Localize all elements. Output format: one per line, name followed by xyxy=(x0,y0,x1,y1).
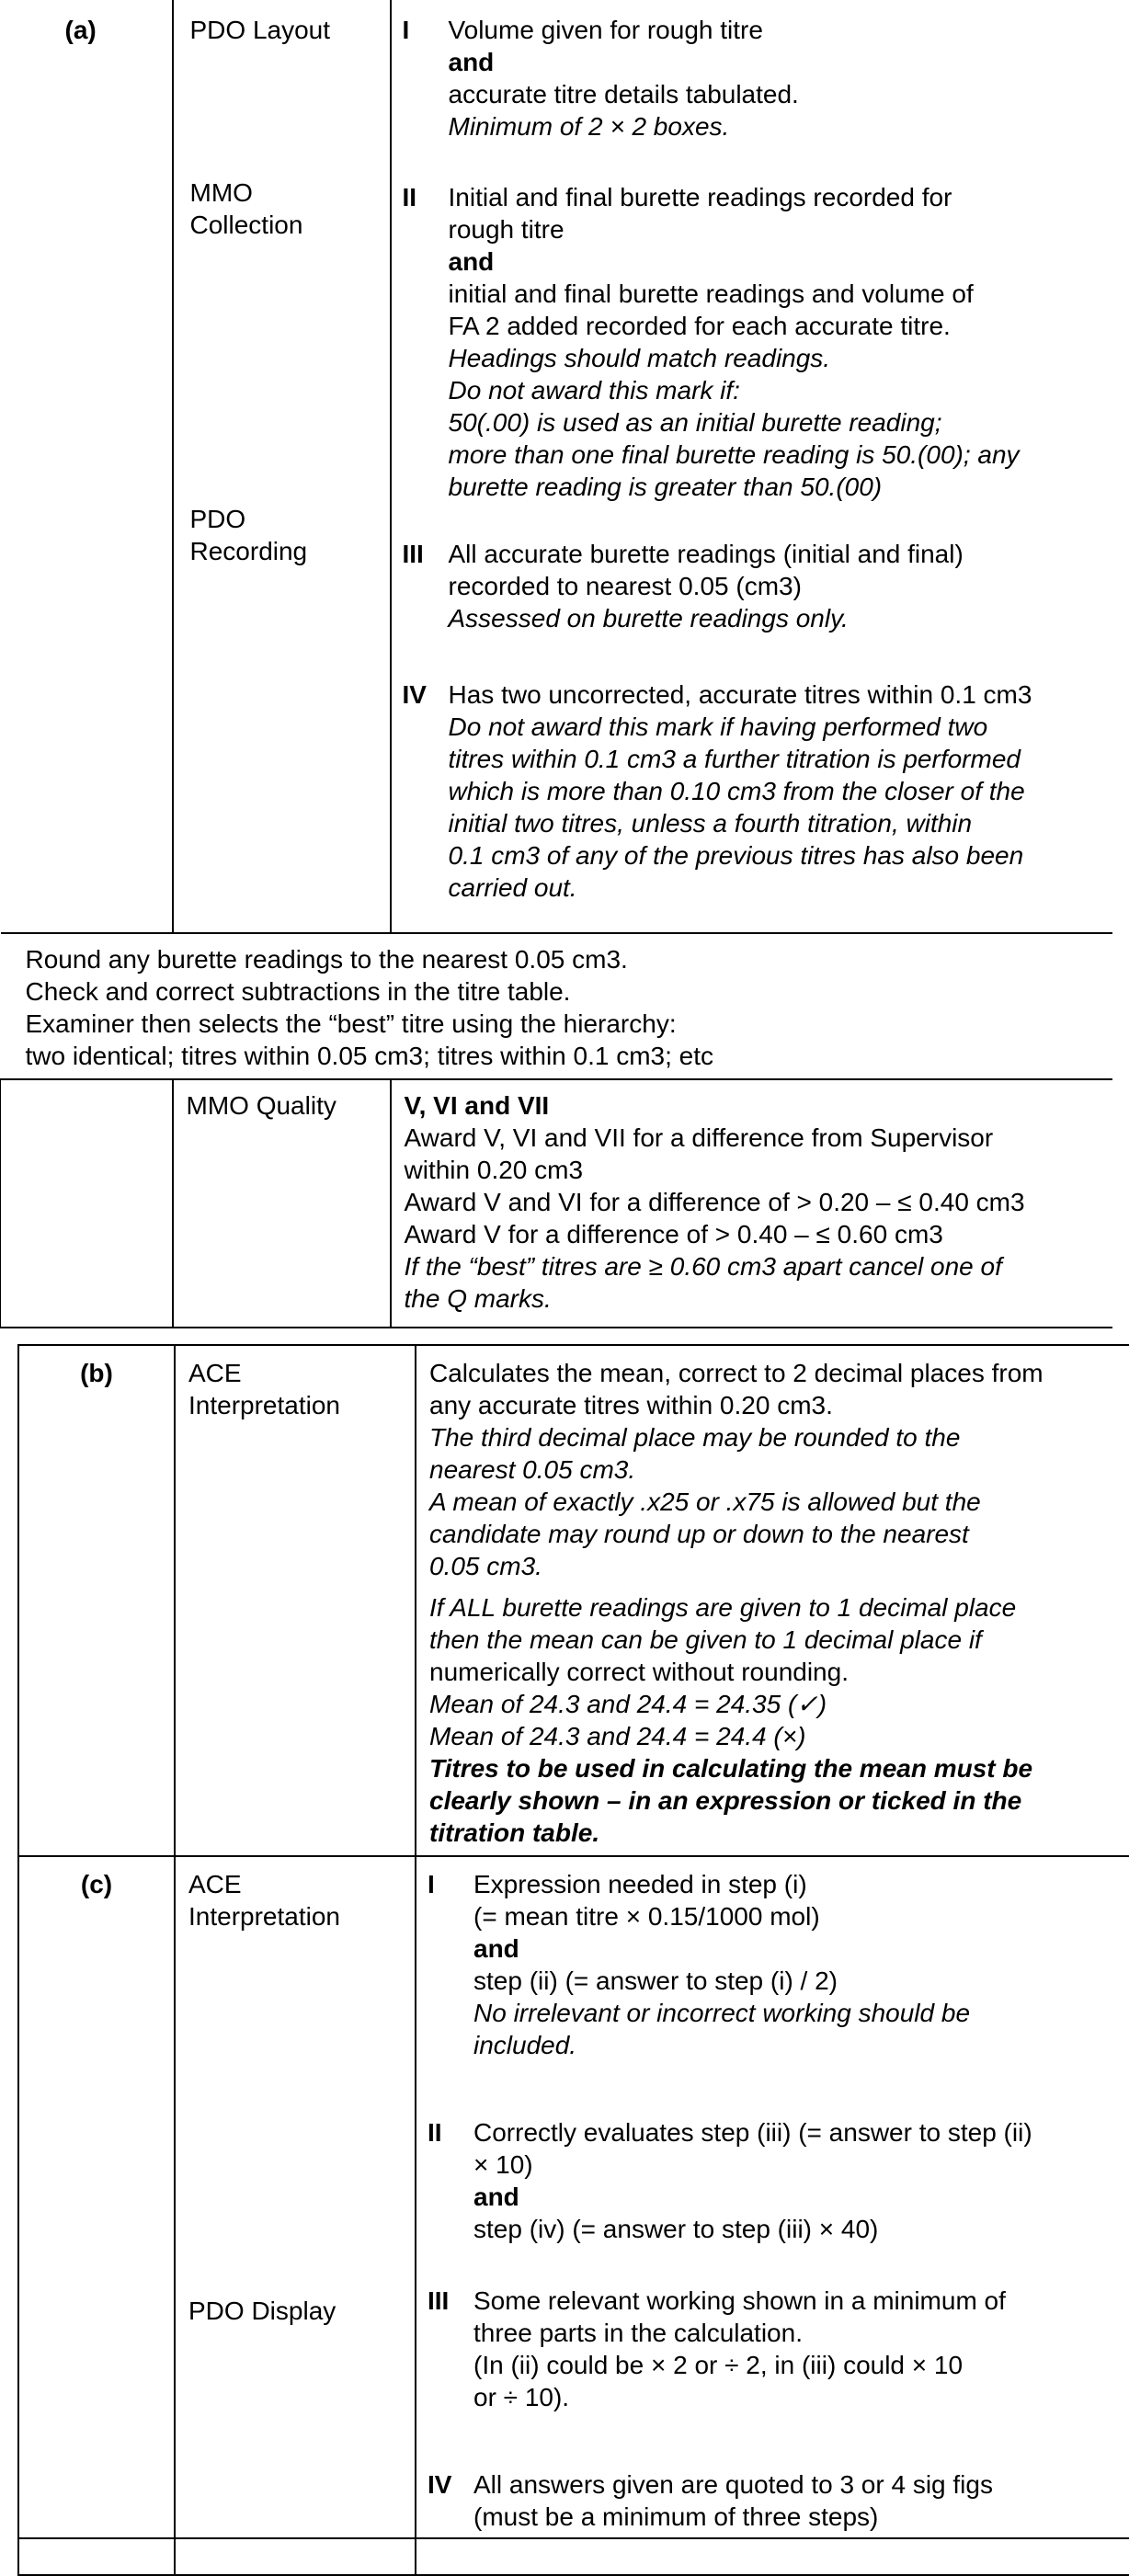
strand-pdo-layout: PDO Layout xyxy=(189,16,331,44)
mark-text: rough titre xyxy=(448,215,564,244)
note-line: two identical; titres within 0.05 cm3; titres within 0.1 cm3; etc xyxy=(25,1042,714,1070)
mark-text: step (iv) (= answer to step (iii) × 40) xyxy=(473,2215,879,2243)
note-line: Round any burette readings to the nearest 0.05 cm3. xyxy=(25,945,628,974)
table-row xyxy=(18,1345,1129,1856)
strand-column-a xyxy=(173,0,391,933)
mark-text: carried out. xyxy=(448,873,577,902)
mark-III: III All accurate burette readings (initial and final) recorded to nearest 0.05 (cm3) Assessed on burette readings only. xyxy=(392,538,1104,634)
mark-text: titres within 0.1 cm3 a further titration is performed xyxy=(448,745,1021,773)
mark-text: accurate titre details tabulated. xyxy=(448,80,799,108)
mark-text: Volume given for rough titre xyxy=(448,16,763,44)
mark-text: and xyxy=(473,2183,519,2211)
question-label-c: (c) xyxy=(18,1856,175,2538)
mark-text: numerically correct without rounding. xyxy=(429,1658,849,1686)
mark-text: step (ii) (= answer to step (i) / 2) xyxy=(473,1966,838,1995)
mark-text: initial and final burette readings and volume of xyxy=(448,279,974,308)
strand-ace-interpretation-b: ACE Interpretation xyxy=(175,1345,416,1856)
mark-text: Expression needed in step (i) xyxy=(473,1870,807,1898)
quality-text: If the “best” titres are ≥ 0.60 cm3 apart cancel one of xyxy=(404,1252,1002,1281)
table-row xyxy=(1,933,1113,1079)
mark-text: or ÷ 10). xyxy=(473,2383,570,2411)
mark-text: Do not award this mark if having performed two xyxy=(448,712,988,741)
mark-text: Initial and final burette readings recorded for xyxy=(448,183,952,211)
quality-text: the Q marks. xyxy=(404,1284,552,1313)
note-line: Check and correct subtractions in the titre table. xyxy=(25,977,571,1006)
mark-I: I Volume given for rough titre and accurate titre details tabulated. Minimum of 2 × 2 boxes. xyxy=(392,14,1104,142)
table-row xyxy=(18,2538,1129,2575)
mark-text: and xyxy=(448,247,495,276)
mark-II: II Initial and final burette readings recorded for rough titre and initial and final burette readings and volume of FA 2 added recorded for each accurate titre. Headings should match readings. Do not award this mark if: 50(.00) is used as an initial burette reading; more than one final burette reading is 50.(00); any burette reading is greater than 50.(00) xyxy=(392,181,1104,503)
empty-cell xyxy=(416,2538,1129,2575)
mark-text: recorded to nearest 0.05 (cm3) xyxy=(448,572,802,600)
strand-pdo-recording: PDO Recording xyxy=(189,505,308,565)
mark-text: included. xyxy=(473,2031,577,2059)
mark-IV: IV Has two uncorrected, accurate titres within 0.1 cm3 Do not award this mark if having performed two titres within 0.1 cm3 a further titration is performed which is more than 0.10 cm3 from the closer of the initial two titres, unless a fourth titration, within 0.1 cm3 of any of the previous titres has also been carried out. xyxy=(392,678,1104,904)
mark-text: (must be a minimum of three steps) xyxy=(473,2502,879,2531)
mark-text: All accurate burette readings (initial and final) xyxy=(448,540,964,568)
mark-text: and xyxy=(448,48,495,76)
general-note-a xyxy=(1,933,1113,1079)
strand-column-c: ACE Interpretation PDO Display xyxy=(175,1856,416,2538)
quality-text: Award V, VI and VII for a difference from Supervisor xyxy=(404,1123,994,1152)
mark-text: three parts in the calculation. xyxy=(473,2319,803,2347)
marks-column-b xyxy=(416,1345,1129,1856)
mark-text: Assessed on burette readings only. xyxy=(448,604,849,633)
mark-text: Mean of 24.3 and 24.4 = 24.35 (✓) xyxy=(429,1690,827,1718)
mark-text: (In (ii) could be × 2 or ÷ 2, in (iii) could × 10 xyxy=(473,2351,964,2379)
mark-text: 0.1 cm3 of any of the previous titres has also been xyxy=(448,841,1024,870)
empty-cell xyxy=(175,2538,416,2575)
note-line: Examiner then selects the “best” titre using the hierarchy: xyxy=(25,1009,677,1038)
strand-mmo-collection: MMO Collection xyxy=(189,178,303,239)
quality-text: Award V and VI for a difference of > 0.20 – ≤ 0.40 cm3 xyxy=(404,1188,1025,1216)
table-row xyxy=(1,0,1113,933)
mark-text: Headings should match readings. xyxy=(448,344,831,372)
mark-text: which is more than 0.10 cm3 from the closer of the xyxy=(448,777,1025,805)
mark-I: I Expression needed in step (i) (= mean titre × 0.15/1000 mol) and step (ii) (= answer to step (i) / 2) No irrelevant or incorrect working should be included. xyxy=(416,1868,1122,2061)
mark-text: (= mean titre × 0.15/1000 mol) xyxy=(473,1902,820,1931)
mark-text: Minimum of 2 × 2 boxes. xyxy=(448,112,730,141)
mark-text: The third decimal place may be rounded to the xyxy=(429,1423,961,1452)
quality-text: Award V for a difference of > 0.40 – ≤ 0.60 cm3 xyxy=(404,1220,943,1248)
mark-text: and xyxy=(473,1934,519,1963)
mark-text: candidate may round up or down to the nearest xyxy=(429,1520,969,1548)
question-label-b: (b) xyxy=(18,1345,175,1856)
mark-text: burette reading is greater than 50.(00) xyxy=(448,473,883,501)
mark-text: initial two titres, unless a fourth titration, within xyxy=(448,809,973,838)
marks-column-c xyxy=(416,1856,1129,2538)
mark-text: Correctly evaluates step (iii) (= answer to step (ii) xyxy=(473,2118,1032,2147)
table-row xyxy=(1,1079,1113,1328)
empty-cell xyxy=(18,2538,175,2575)
mark-II: II Correctly evaluates step (iii) (= answer to step (ii) × 10) and step (iv) (= answer to step (iii) × 40) xyxy=(416,2116,1122,2245)
mark-text: Do not award this mark if: xyxy=(448,376,740,405)
mark-text: × 10) xyxy=(473,2150,533,2179)
question-label-a: (a) xyxy=(1,0,173,933)
mark-text: then the mean can be given to 1 decimal place if xyxy=(429,1625,982,1654)
mark-III: III Some relevant working shown in a minimum of three parts in the calculation. (In (ii) could be × 2 or ÷ 2, in (iii) could × 10 or ÷ 10). xyxy=(416,2285,1122,2413)
mark-IV: IV All answers given are quoted to 3 or 4 sig figs (must be a minimum of three steps) xyxy=(416,2468,1122,2533)
table-part-bc xyxy=(17,1344,1129,2576)
mark-text: All answers given are quoted to 3 or 4 sig figs xyxy=(473,2470,993,2499)
mark-text: Has two uncorrected, accurate titres within 0.1 cm3 xyxy=(448,680,1032,709)
quality-text: V, VI and VII xyxy=(404,1091,550,1120)
empty-cell xyxy=(1,1079,173,1328)
mark-text: more than one final burette reading is 50.(00); any xyxy=(448,440,1020,469)
quality-text: within 0.20 cm3 xyxy=(404,1156,584,1184)
mark-text: Calculates the mean, correct to 2 decimal places from xyxy=(429,1359,1043,1387)
marks-column-a xyxy=(391,0,1113,933)
mark-text: titration table. xyxy=(429,1818,600,1847)
mark-text: nearest 0.05 cm3. xyxy=(429,1455,636,1484)
mark-text: 0.05 cm3. xyxy=(429,1552,542,1580)
mark-text: A mean of exactly .x25 or .x75 is allowed but the xyxy=(429,1487,981,1516)
strand-ace-interpretation-c: ACE xyxy=(188,1870,242,1898)
mark-text: any accurate titres within 0.20 cm3. xyxy=(429,1391,833,1419)
strand-pdo-display: PDO Display xyxy=(188,2297,336,2325)
table-row xyxy=(18,1856,1129,2538)
mark-text: Mean of 24.3 and 24.4 = 24.4 (×) xyxy=(429,1722,806,1750)
strand-mmo-quality: MMO Quality xyxy=(173,1079,391,1328)
mark-text: If ALL burette readings are given to 1 decimal place xyxy=(429,1593,1017,1622)
mark-text: clearly shown – in an expression or ticked in the xyxy=(429,1786,1022,1815)
mark-text: 50(.00) is used as an initial burette reading; xyxy=(448,408,942,437)
mark-text: No irrelevant or incorrect working should be xyxy=(473,1999,971,2027)
mark-text: FA 2 added recorded for each accurate titre. xyxy=(448,312,951,340)
quality-column xyxy=(391,1079,1113,1328)
mark-text: Some relevant working shown in a minimum of xyxy=(473,2286,1006,2315)
mark-text: Titres to be used in calculating the mean must be xyxy=(429,1754,1033,1783)
